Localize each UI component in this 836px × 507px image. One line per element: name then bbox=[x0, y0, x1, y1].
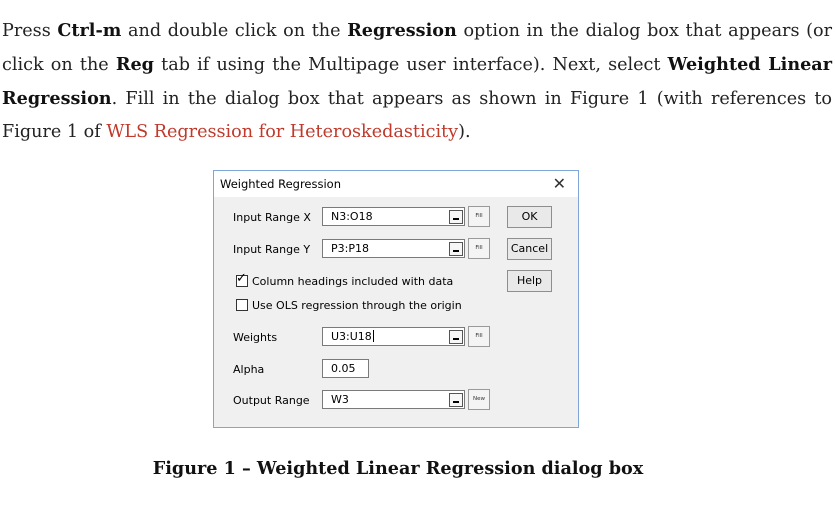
ok-button[interactable]: OK bbox=[507, 206, 552, 228]
ols-origin-checkbox[interactable] bbox=[236, 299, 248, 311]
weights-label: Weights bbox=[233, 331, 278, 344]
input-range-x-fill-button[interactable]: Fill bbox=[468, 206, 490, 227]
checkmark-icon: ✓ bbox=[236, 271, 247, 286]
bold-ctrl-m: Ctrl-m bbox=[57, 20, 122, 41]
weights-field[interactable] bbox=[322, 327, 465, 346]
column-headings-checkbox[interactable] bbox=[236, 271, 248, 287]
weights-collapse-button[interactable] bbox=[449, 330, 463, 344]
ols-origin-label: Use OLS regression through the origin bbox=[252, 299, 462, 312]
text-segment: Press bbox=[2, 21, 58, 41]
weights-fill-button[interactable]: Fill bbox=[468, 326, 490, 347]
text-segment: tab if using the Multipage user interface). Next, select bbox=[153, 55, 668, 75]
input-range-y-label: Input Range Y bbox=[233, 243, 311, 256]
wls-regression-link[interactable]: WLS Regression for Heteroskedasticity bbox=[106, 122, 459, 142]
dialog-titlebar bbox=[214, 171, 578, 197]
close-icon[interactable]: ✕ bbox=[552, 174, 566, 193]
help-button[interactable]: Help bbox=[507, 270, 552, 292]
bold-regression: Regression bbox=[347, 20, 457, 41]
input-range-x-field[interactable]: N3:O18 bbox=[322, 207, 465, 226]
cancel-button[interactable]: Cancel bbox=[507, 238, 552, 260]
instruction-paragraph bbox=[2, 14, 832, 149]
text-segment: option in the dialog box that appears (or click on the bbox=[2, 21, 833, 75]
dialog-title: Weighted Regression bbox=[220, 177, 341, 191]
weighted-regression-dialog bbox=[213, 170, 579, 428]
output-range-collapse-button[interactable] bbox=[449, 393, 463, 407]
bold-reg: Reg bbox=[115, 54, 154, 75]
output-range-field[interactable]: W3 bbox=[322, 390, 465, 409]
input-range-y-field[interactable]: P3:P18 bbox=[322, 239, 465, 258]
text-segment: and double click on the bbox=[121, 21, 348, 41]
output-range-new-button[interactable]: New bbox=[468, 389, 490, 410]
text-segment: . Fill in the dialog box that appears as shown in Figure 1 (with references to Figure 1 of bbox=[2, 89, 832, 142]
weights-value: U3:U18 bbox=[331, 330, 372, 343]
output-range-label: Output Range bbox=[233, 394, 310, 407]
text-segment: ). bbox=[458, 122, 471, 142]
alpha-field[interactable]: 0.05 bbox=[322, 359, 369, 378]
input-range-y-fill-button[interactable]: Fill bbox=[468, 238, 490, 259]
input-range-x-collapse-button[interactable] bbox=[449, 210, 463, 224]
text-cursor bbox=[373, 330, 374, 342]
alpha-label: Alpha bbox=[233, 363, 265, 376]
input-range-y-collapse-button[interactable] bbox=[449, 242, 463, 256]
bold-weighted-linear-regression: Weighted Linear Regression bbox=[2, 54, 832, 109]
figure-caption: Figure 1 – Weighted Linear Regression dialog box bbox=[152, 458, 644, 479]
input-range-x-label: Input Range X bbox=[233, 211, 311, 224]
column-headings-label: Column headings included with data bbox=[252, 275, 454, 288]
